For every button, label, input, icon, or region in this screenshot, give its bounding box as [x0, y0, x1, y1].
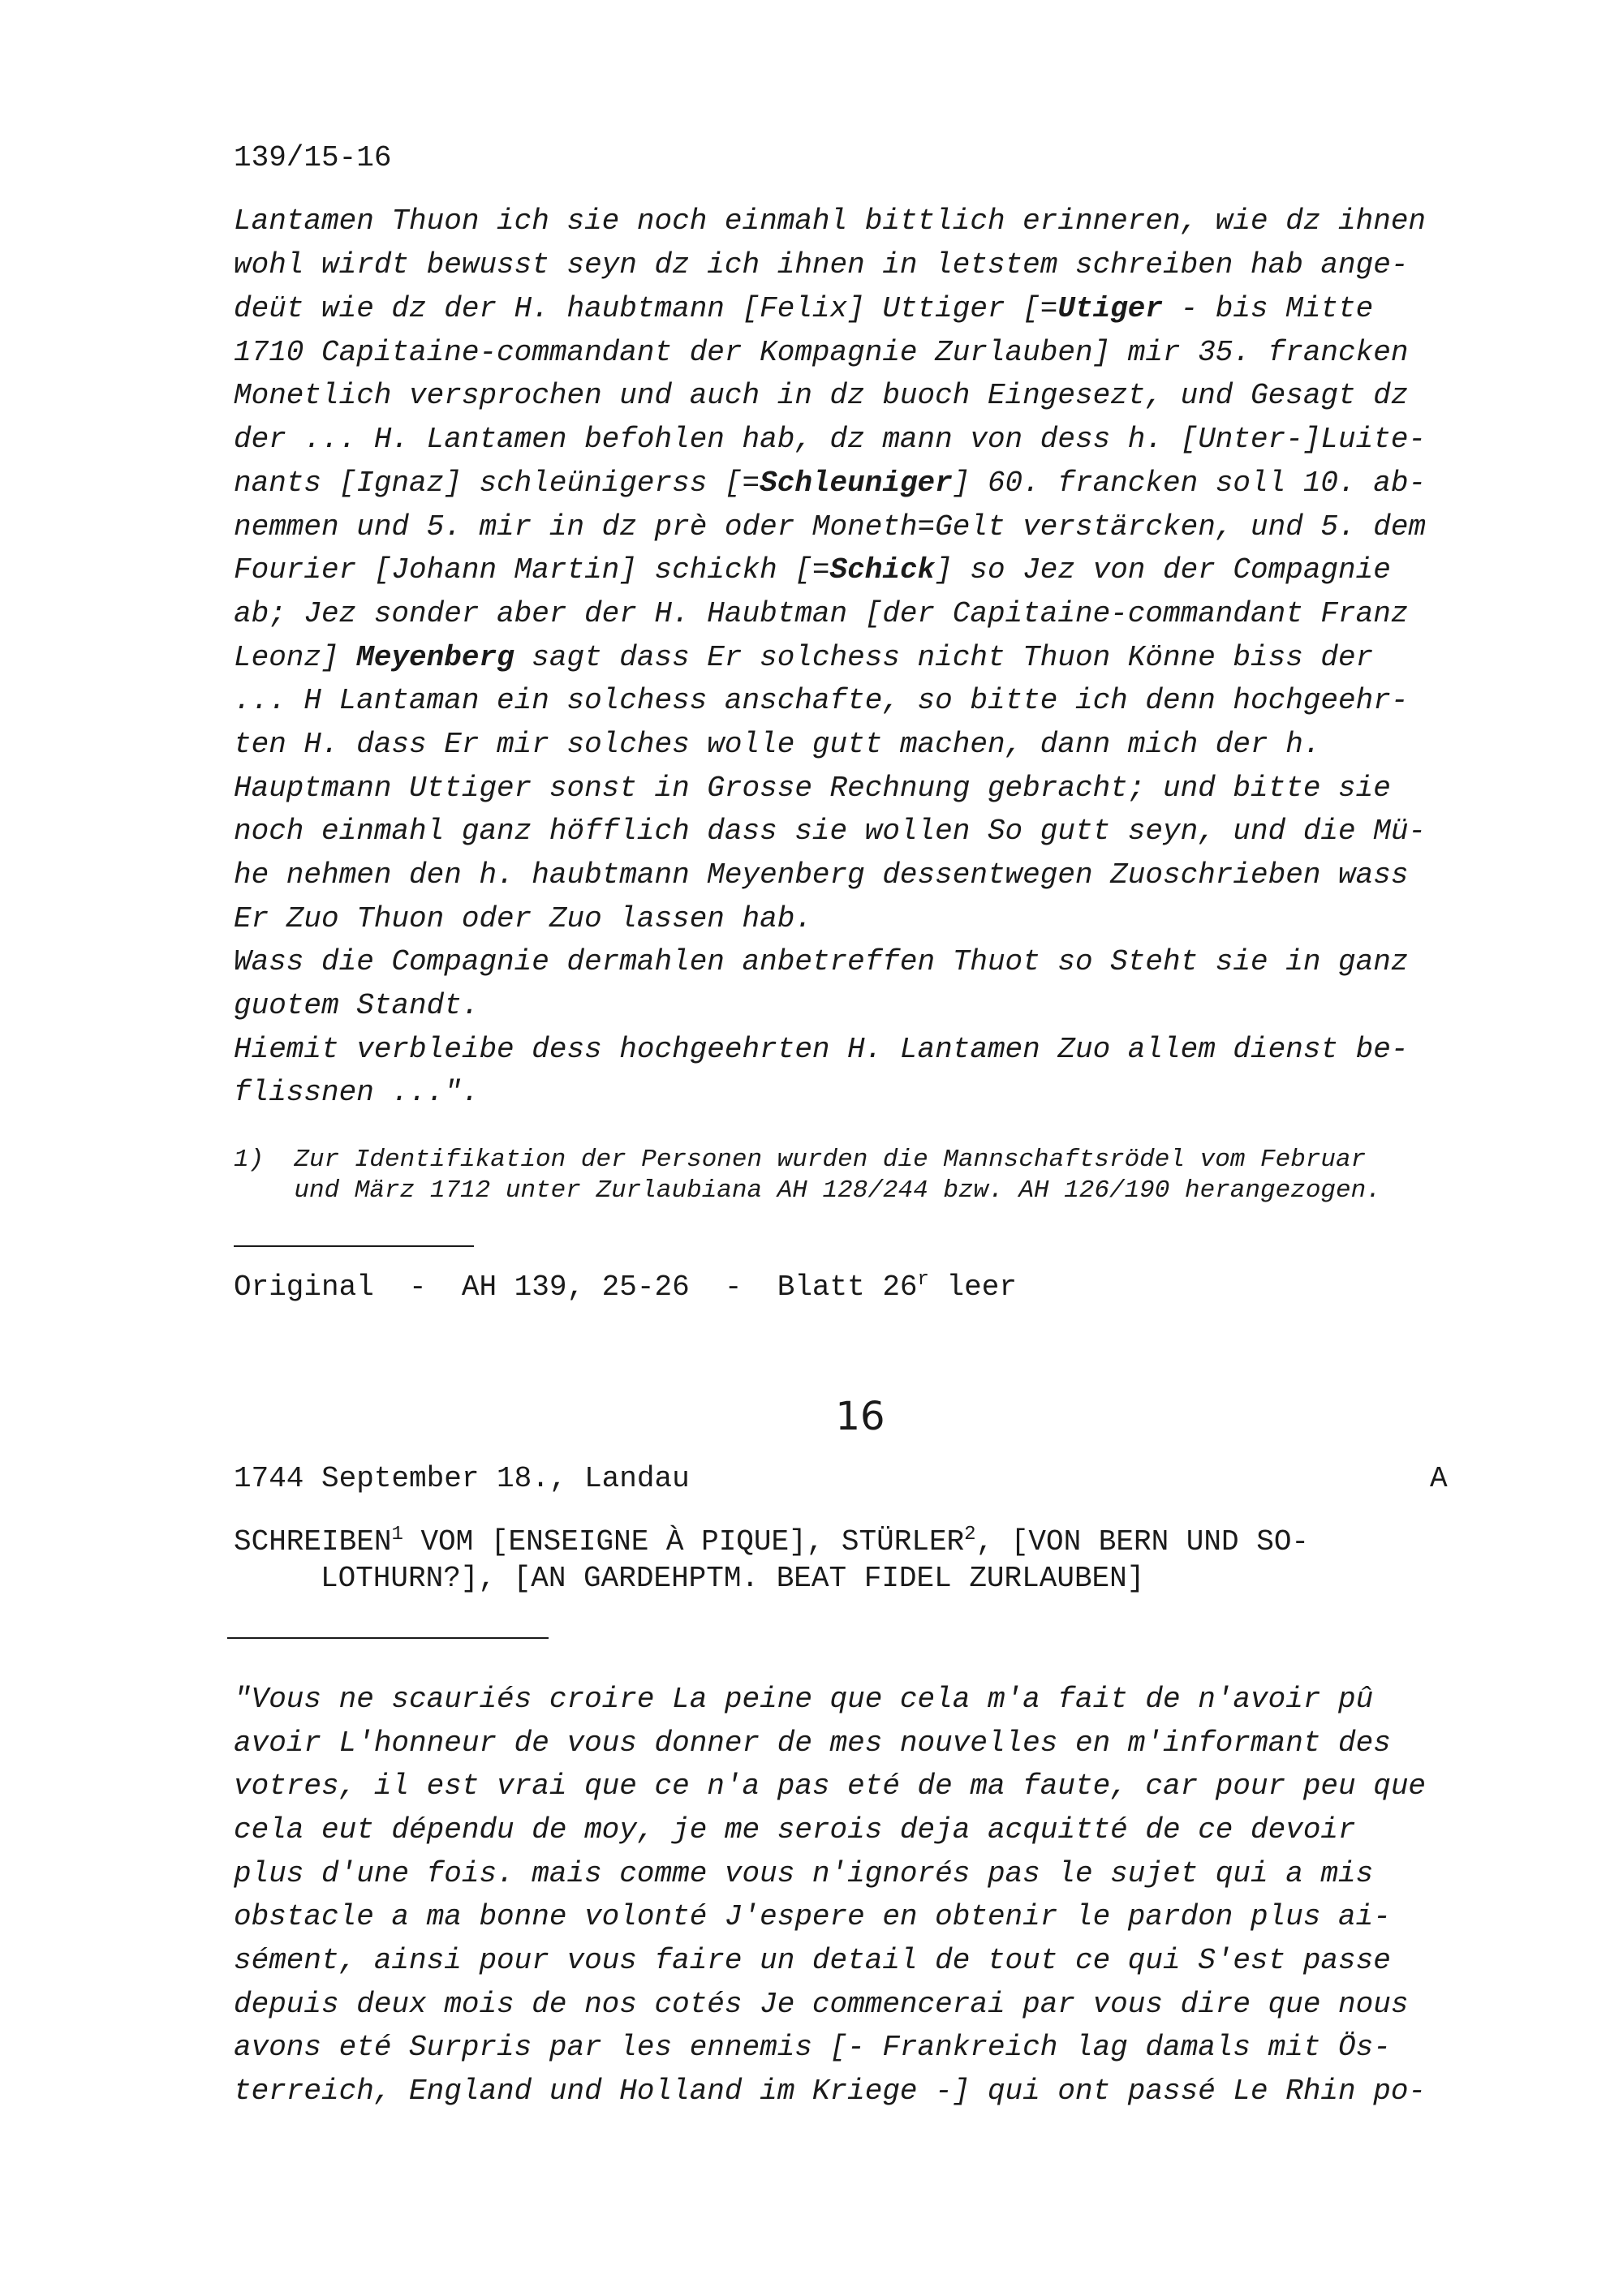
- name-emphasis: Schick: [829, 553, 936, 587]
- letter-1-line: Er Zuo Thuon oder Zuo lassen hab.: [234, 902, 812, 935]
- document-type: A: [1430, 1462, 1448, 1495]
- letter-1-line: guotem Standt.: [234, 989, 480, 1022]
- letter-1-line: deüt wie dz der H. haubtmann [Felix] Uttiger [=Utiger - bis Mitte: [234, 292, 1374, 325]
- divider: [227, 1637, 549, 1639]
- letter-2-line: obstacle a ma bonne volonté J'espere en obtenir le pardon plus ai-: [234, 1900, 1391, 1933]
- name-emphasis: Meyenberg: [356, 641, 514, 674]
- document-heading: SCHREIBEN$^1$ VOM [ENSEIGNE À PIQUE], STÜRLER$^2$, [VON BERN UND SO-: [234, 1524, 1310, 1559]
- letter-2-line: depuis deux mois de nos cotés Je commencerai par vous dire que nous: [234, 1988, 1409, 2021]
- letter-1-line: der ... H. Lantamen befohlen hab, dz mann von dess h. [Unter-]Luite-: [234, 423, 1427, 456]
- document-number: 16: [835, 1394, 885, 1439]
- letter-2-line: avons eté Surpris par les ennemis [- Frankreich lag damals mit Ös-: [234, 2031, 1391, 2064]
- document-heading-continued: LOTHURN?], [AN GARDEHPTM. BEAT FIDEL ZURLAUBEN]: [321, 1562, 1145, 1595]
- footnote-line: 1) Zur Identifikation der Personen wurden die Mannschaftsrödel vom Februar: [234, 1146, 1367, 1174]
- source-reference: Original - AH 139, 25-26 - Blatt 26$^r$ leer: [234, 1269, 1017, 1304]
- letter-1-line: Wass die Compagnie dermahlen anbetreffen Thuot so Steht sie in ganz: [234, 945, 1409, 978]
- divider: [234, 1245, 474, 1247]
- letter-2-line: "Vous ne scauriés croire La peine que cela m'a fait de n'avoir pû: [234, 1683, 1374, 1716]
- footnote-line: und März 1712 unter Zurlaubiana AH 128/244 bzw. AH 126/190 herangezogen.: [234, 1176, 1381, 1205]
- letter-1-line: nants [Ignaz] schleünigerss [=Schleuniger] 60. francken soll 10. ab-: [234, 467, 1427, 500]
- letter-2-line: cela eut dépendu de moy, je me serois deja acquitté de ce devoir: [234, 1813, 1356, 1847]
- letter-1-line: Monetlich versprochen und auch in dz buoch Eingesezt, und Gesagt dz: [234, 379, 1409, 412]
- document-date: 1744 September 18., Landau: [234, 1462, 690, 1495]
- letter-1-line: Leonz] Meyenberg sagt dass Er solchess nicht Thuon Könne biss der: [234, 641, 1374, 674]
- letter-2-line: plus d'une fois. mais comme vous n'ignorés pas le sujet qui a mis: [234, 1857, 1374, 1890]
- letter-1-line: wohl wirdt bewusst seyn dz ich ihnen in letstem schreiben hab ange-: [234, 248, 1409, 282]
- name-emphasis: Utiger: [1057, 292, 1163, 325]
- letter-2-line: sément, ainsi pour vous faire un detail de tout ce qui S'est passe: [234, 1944, 1391, 1977]
- letter-2-line: terreich, England und Holland im Kriege -] qui ont passé Le Rhin po-: [234, 2075, 1427, 2108]
- letter-1-line: ab; Jez sonder aber der H. Haubtman [der Capitaine-commandant Franz: [234, 597, 1409, 630]
- letter-1-line: Lantamen Thuon ich sie noch einmahl bittlich erinneren, wie dz ihnen: [234, 204, 1427, 238]
- letter-2-line: votres, il est vrai que ce n'a pas eté de ma faute, car pour peu que: [234, 1769, 1427, 1803]
- letter-1-line: he nehmen den h. haubtmann Meyenberg dessentwegen Zuoschrieben wass: [234, 858, 1409, 892]
- letter-1-line: noch einmahl ganz höfflich dass sie wollen So gutt seyn, und die Mü-: [234, 815, 1427, 848]
- letter-1-line: nemmen und 5. mir in dz prè oder Moneth=Gelt verstärcken, und 5. dem: [234, 510, 1427, 544]
- letter-1-line: Hiemit verbleibe dess hochgeehrten H. Lantamen Zuo allem dienst be-: [234, 1033, 1409, 1066]
- letter-1-line: Hauptmann Uttiger sonst in Grosse Rechnung gebracht; und bitte sie: [234, 772, 1391, 805]
- letter-1-line: 1710 Capitaine-commandant der Kompagnie Zurlauben] mir 35. francken: [234, 336, 1409, 369]
- letter-1-line: flissnen ...".: [234, 1076, 480, 1109]
- letter-1-line: ten H. dass Er mir solches wolle gutt machen, dann mich der h.: [234, 728, 1321, 761]
- page-reference: 139/15-16: [234, 141, 392, 174]
- name-emphasis: Schleuniger: [760, 467, 953, 500]
- letter-1-line: Fourier [Johann Martin] schickh [=Schick] so Jez von der Compagnie: [234, 553, 1391, 587]
- letter-2-line: avoir L'honneur de vous donner de mes nouvelles en m'informant des: [234, 1726, 1391, 1760]
- letter-1-line: ... H Lantaman ein solchess anschafte, so bitte ich denn hochgeehr-: [234, 684, 1409, 717]
